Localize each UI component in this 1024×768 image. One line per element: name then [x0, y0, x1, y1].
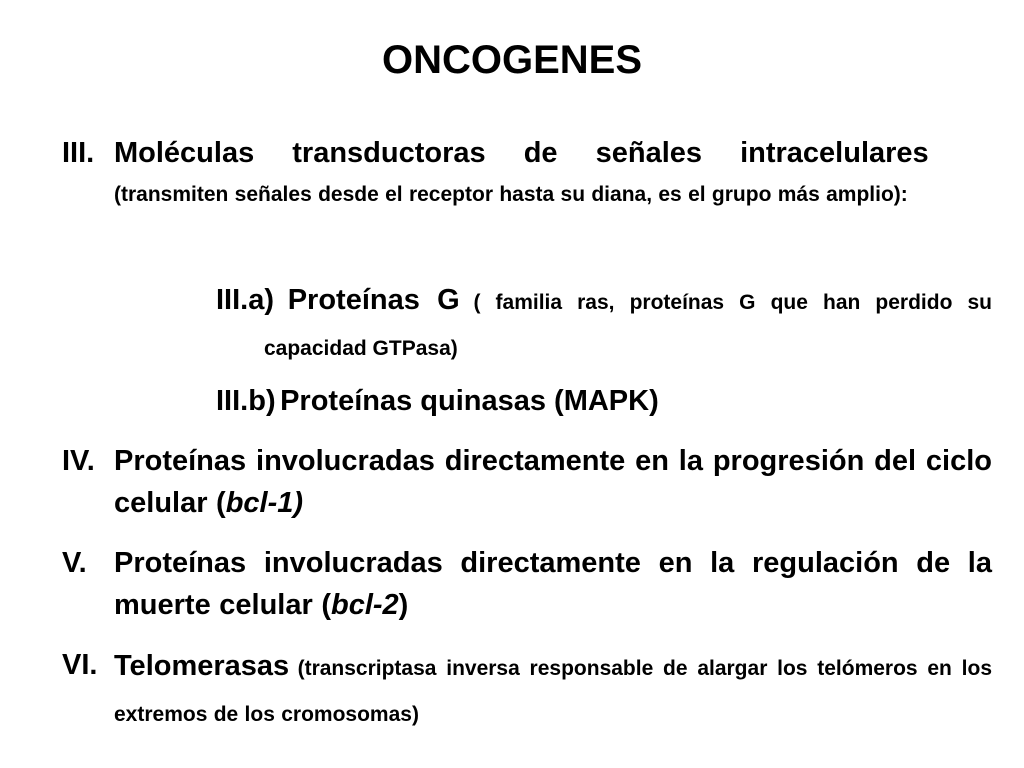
subitem-text	[216, 278, 993, 373]
item-text	[114, 644, 992, 739]
item-detail: (transcriptasa inversa responsable de alargar los telómeros en los extremos de los cromosomas)	[114, 657, 992, 726]
item-text	[114, 132, 992, 216]
slide-title: ONCOGENES	[381, 38, 643, 82]
list-subitem-iii-a	[216, 278, 992, 362]
gene-name: bcl-2	[330, 589, 399, 621]
list-subitem-iii-b	[216, 380, 992, 422]
item-text	[114, 542, 992, 626]
item-text-before: Proteínas involucradas directamente en la progresión del ciclo celular (	[114, 445, 992, 519]
list-item-iv	[62, 440, 992, 524]
item-number: VI.	[62, 649, 98, 681]
item-detail: (transmiten señales desde el receptor hasta su diana, es el grupo más amplio):	[114, 183, 908, 206]
list-item-iii	[62, 132, 992, 262]
item-heading: Telomerasas	[114, 650, 290, 682]
item-number: IV.	[62, 445, 95, 477]
subitem-label: III.b)	[216, 385, 276, 417]
item-text	[114, 440, 992, 524]
subitem-detail: ( familia ras, proteínas G que han perdido su capacidad GTPasa)	[264, 291, 993, 360]
item-text-after: )	[398, 589, 409, 621]
gene-name: bcl-1)	[225, 487, 304, 519]
item-number: V.	[62, 547, 87, 579]
item-heading: Moléculas transductoras de señales intracelulares	[114, 137, 929, 169]
subitem-heading: Proteínas G	[287, 284, 460, 316]
item-number: III.	[62, 137, 95, 169]
item-text-before: Proteínas involucradas directamente en la regulación de la muerte celular (	[114, 547, 992, 621]
subitem-heading: Proteínas quinasas (MAPK)	[280, 385, 659, 417]
list-item-v	[62, 542, 992, 626]
subitem-label: III.a)	[216, 284, 275, 316]
list-item-vi	[62, 644, 992, 734]
